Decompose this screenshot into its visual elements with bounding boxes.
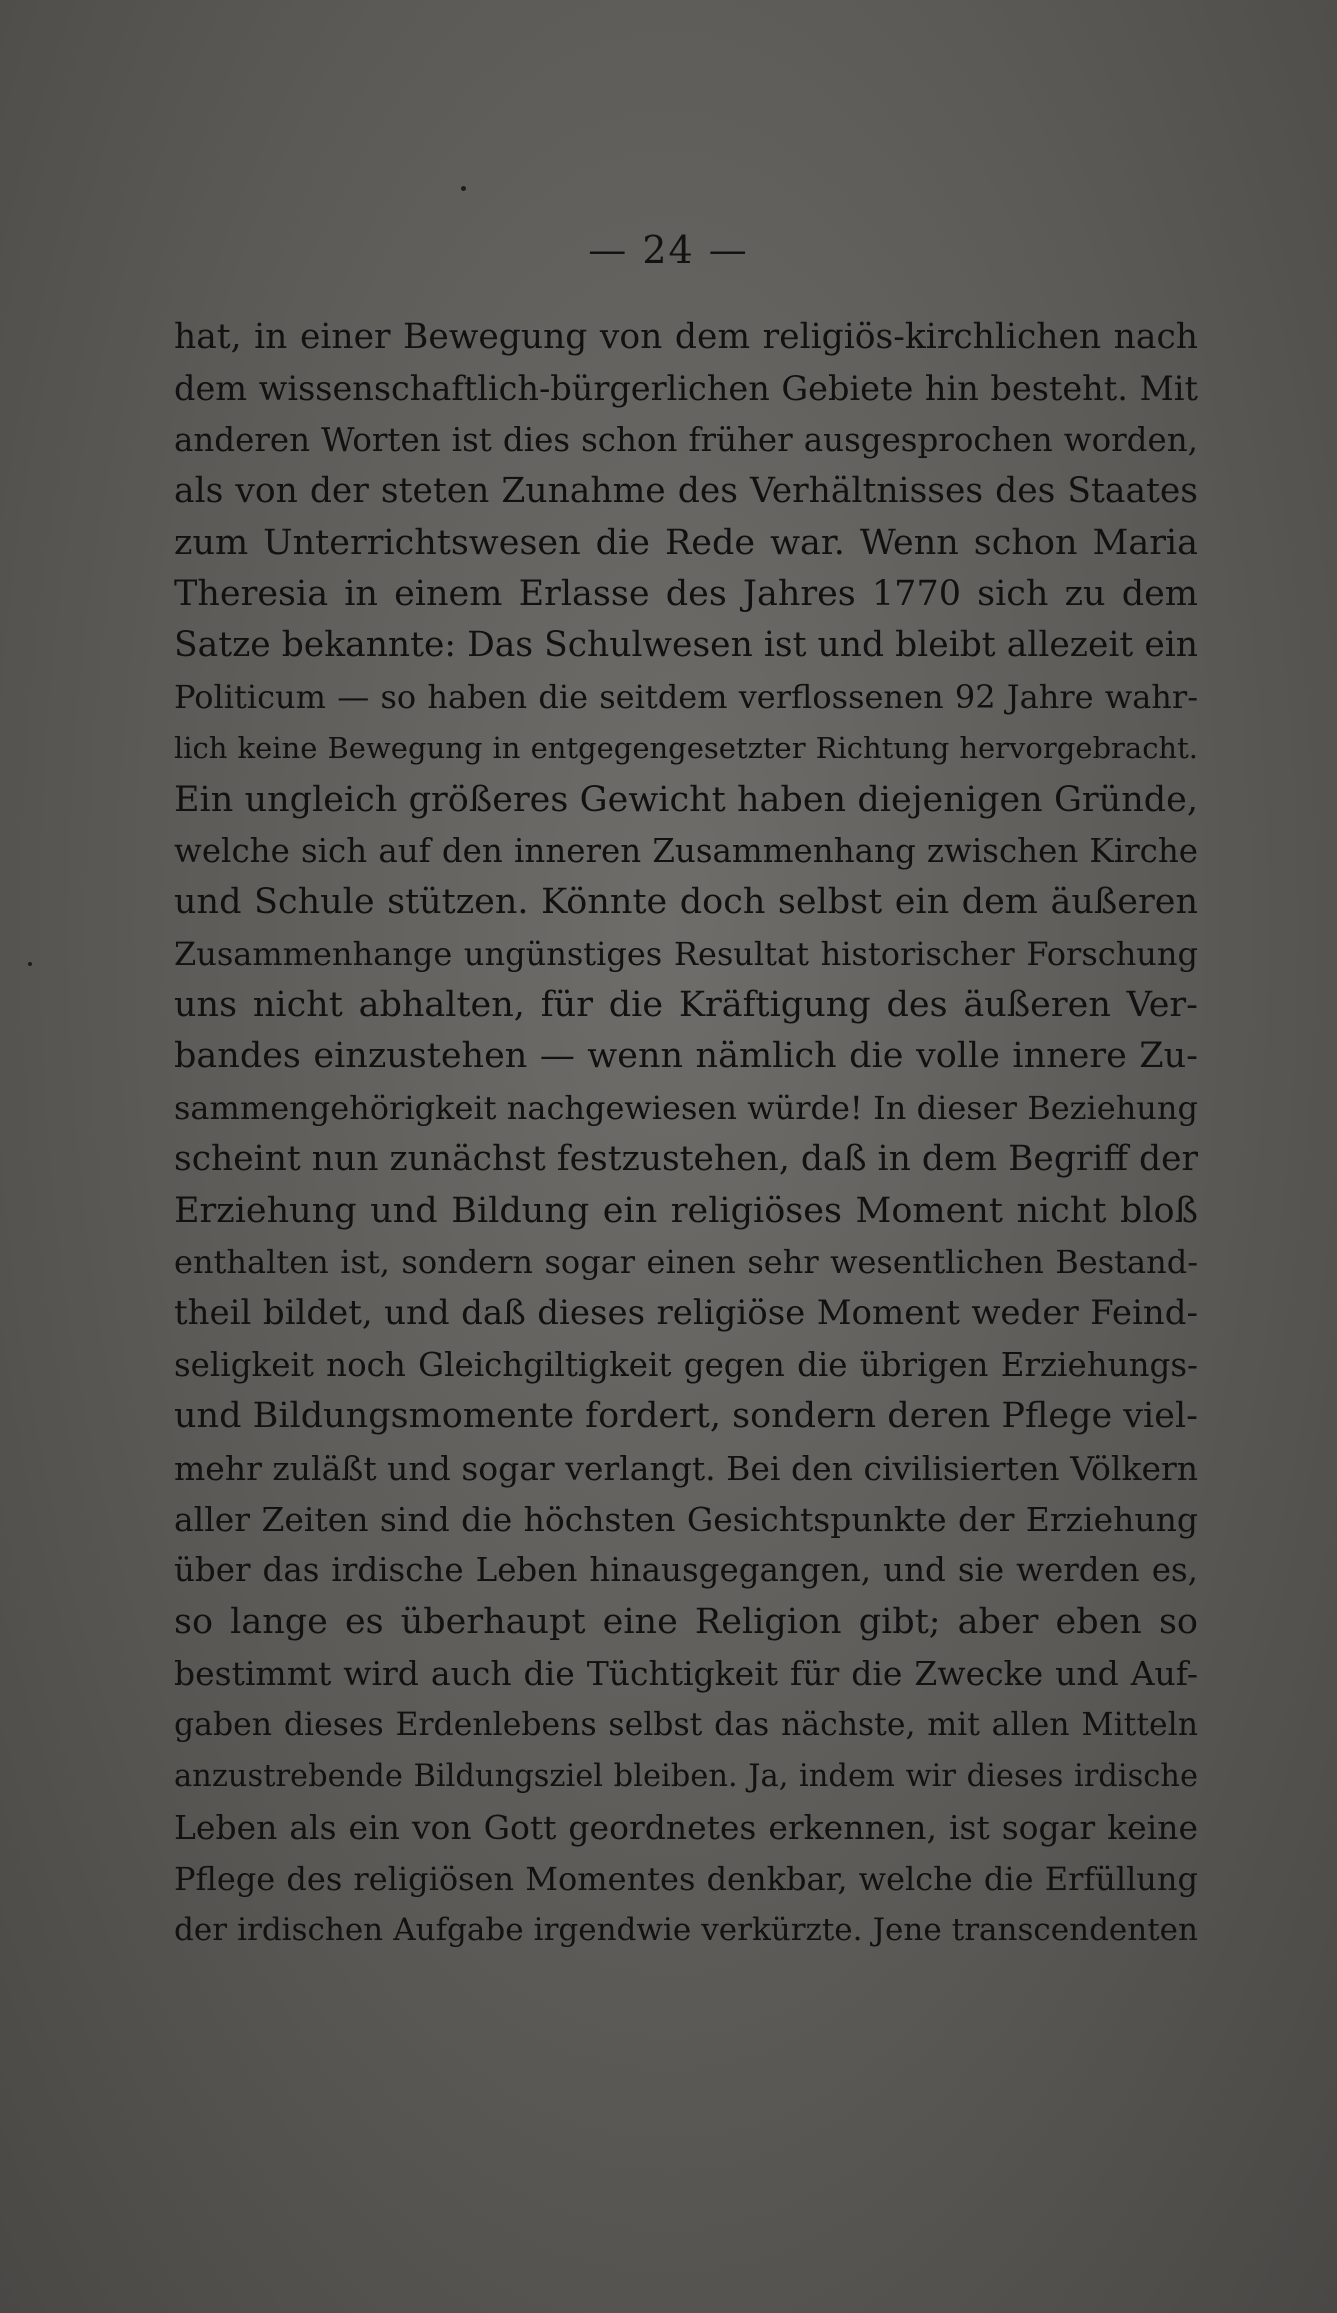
text-line: der irdischen Aufgabe irgendwie verkürzte. Jene transcendenten: [174, 1912, 1198, 1949]
text-line: enthalten ist, sondern sogar einen sehr wesentlichen Bestand-: [174, 1243, 1198, 1282]
text-line: Zusammenhange ungünstiges Resultat historischer Forschung: [174, 934, 1198, 973]
page-number: — 24 —: [588, 228, 749, 272]
text-line: als von der steten Zunahme des Verhältnisses des Staates: [174, 471, 1198, 512]
text-line: und Bildungsmomente fordert, sondern deren Pflege viel-: [174, 1396, 1198, 1437]
ink-speck: [461, 186, 466, 191]
text-line: Pflege des religiösen Momentes denkbar, welche die Erfüllung: [174, 1859, 1198, 1898]
text-line: Erziehung und Bildung ein religiöses Moment nicht bloß: [174, 1190, 1198, 1231]
text-line: so lange es überhaupt eine Religion gibt; aber eben so: [174, 1601, 1198, 1642]
text-line: uns nicht abhalten, für die Kräftigung des äußeren Ver-: [174, 985, 1198, 1026]
text-line: Satze bekannte: Das Schulwesen ist und bleibt allezeit ein: [174, 625, 1198, 666]
ink-speck: [28, 962, 32, 966]
text-line: bandes einzustehen — wenn nämlich die volle innere Zu-: [174, 1036, 1198, 1077]
text-line: dem wissenschaftlich-bürgerlichen Gebiete hin besteht. Mit: [174, 369, 1198, 409]
text-line: Leben als ein von Gott geordnetes erkennen, ist sogar keine: [174, 1808, 1198, 1848]
text-line: seligkeit noch Gleichgiltigkeit gegen die übrigen Erziehungs-: [174, 1345, 1198, 1384]
text-line: anderen Worten ist dies schon früher ausgesprochen worden,: [174, 420, 1198, 459]
text-line: scheint nun zunächst festzustehen, daß in dem Begriff der: [174, 1139, 1198, 1180]
text-line: sammengehörigkeit nachgewiesen würde! In dieser Beziehung: [174, 1088, 1198, 1127]
text-line: bestimmt wird auch die Tüchtigkeit für die Zwecke und Auf-: [174, 1654, 1198, 1694]
text-line: gaben dieses Erdenlebens selbst das nächste, mit allen Mitteln: [174, 1706, 1198, 1743]
text-line: und Schule stützen. Könnte doch selbst ein dem äußeren: [174, 882, 1198, 923]
text-line: zum Unterrichtswesen die Rede war. Wenn schon Maria: [174, 522, 1198, 563]
text-line: aller Zeiten sind die höchsten Gesichtspunkte der Erziehung: [174, 1499, 1198, 1539]
body-text: [174, 312, 1198, 1957]
text-line: welche sich auf den inneren Zusammenhang zwischen Kirche: [174, 831, 1198, 870]
text-line: mehr zuläßt und sogar verlangt. Bei den civilisierten Völkern: [174, 1448, 1198, 1488]
text-line: Ein ungleich größeres Gewicht haben diejenigen Gründe,: [174, 779, 1198, 820]
text-line: Theresia in einem Erlasse des Jahres 1770 sich zu dem: [174, 573, 1198, 614]
text-line: über das irdische Leben hinausgegangen, und sie werden es,: [174, 1551, 1198, 1590]
text-line: theil bildet, und daß dieses religiöse Moment weder Feind-: [174, 1293, 1198, 1334]
text-line: hat, in einer Bewegung von dem religiös-kirchlichen nach: [174, 317, 1198, 357]
text-line: anzustrebende Bildungsziel bleiben. Ja, indem wir dieses irdische: [174, 1758, 1198, 1794]
text-line: Politicum — so haben die seitdem verflossenen 92 Jahre wahr-: [174, 677, 1198, 716]
text-line: lich keine Bewegung in entgegengesetzter Richtung hervorgebracht.: [174, 731, 1198, 766]
